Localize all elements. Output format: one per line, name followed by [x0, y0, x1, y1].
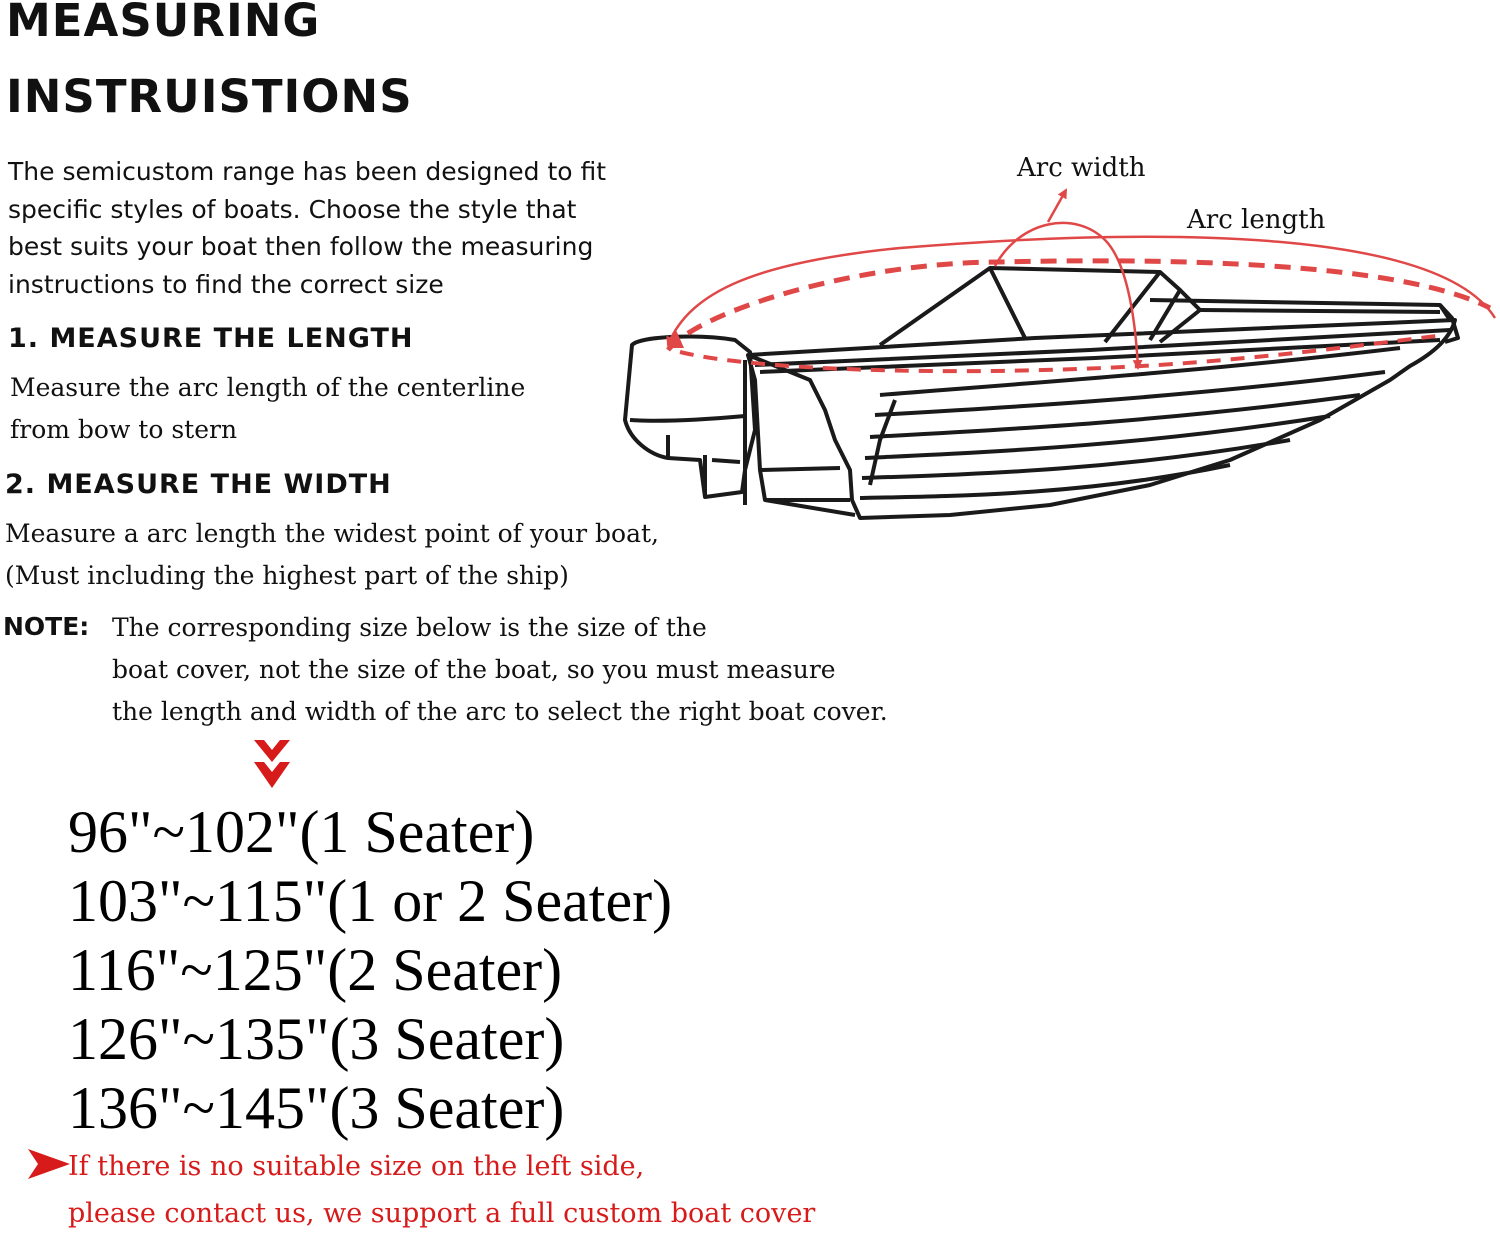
intro-line: instructions to find the correct size — [8, 269, 444, 299]
intro-paragraph — [8, 153, 708, 303]
size-option: 126"~135"(3 Seater) — [68, 1006, 565, 1072]
size-option: 103"~115"(1 or 2 Seater) — [68, 868, 673, 934]
intro-line: best suits your boat then follow the measuring — [8, 232, 594, 261]
page-title-line-1: MEASURING — [6, 0, 321, 47]
custom-contact-note — [68, 1143, 815, 1237]
note-line: the length and width of the arc to select the right boat cover. — [112, 697, 888, 726]
page-title-line-2: INSTRUISTIONS — [6, 70, 413, 123]
measure-width-description — [5, 513, 659, 597]
note-text — [112, 607, 888, 733]
length-desc-line: from bow to stern — [10, 415, 238, 444]
measure-length-description — [10, 367, 525, 451]
boat-measurement-diagram — [610, 140, 1500, 540]
arrow-right-icon — [28, 1149, 70, 1179]
size-option: 96"~102"(1 Seater) — [68, 799, 535, 865]
measure-width-heading: 2. MEASURE THE WIDTH — [5, 469, 392, 500]
contact-line: please contact us, we support a full custom boat cover — [68, 1198, 816, 1229]
note-line: The corresponding size below is the size of the — [112, 613, 707, 642]
size-option: 116"~125"(2 Seater) — [68, 937, 563, 1003]
measure-length-heading: 1. MEASURE THE LENGTH — [8, 323, 414, 354]
size-list — [68, 798, 672, 1143]
size-option: 136"~145"(3 Seater) — [68, 1075, 565, 1141]
boat-icon — [625, 268, 1458, 518]
double-chevron-down-icon — [252, 738, 292, 790]
arc-length-label: Arc length — [1187, 205, 1326, 235]
arc-width-label: Arc width — [1017, 153, 1146, 183]
note-line: boat cover, not the size of the boat, so you must measure — [112, 655, 836, 684]
contact-line: If there is no suitable size on the left side, — [68, 1151, 645, 1182]
width-desc-line: Measure a arc length the widest point of your boat, — [5, 519, 659, 548]
note-label: NOTE: — [3, 612, 90, 641]
intro-line: specific styles of boats. Choose the style that — [8, 194, 577, 224]
width-desc-line: (Must including the highest part of the ship) — [5, 561, 569, 590]
intro-line: The semicustom range has been designed to fit — [8, 157, 607, 186]
length-desc-line: Measure the arc length of the centerline — [10, 373, 526, 402]
